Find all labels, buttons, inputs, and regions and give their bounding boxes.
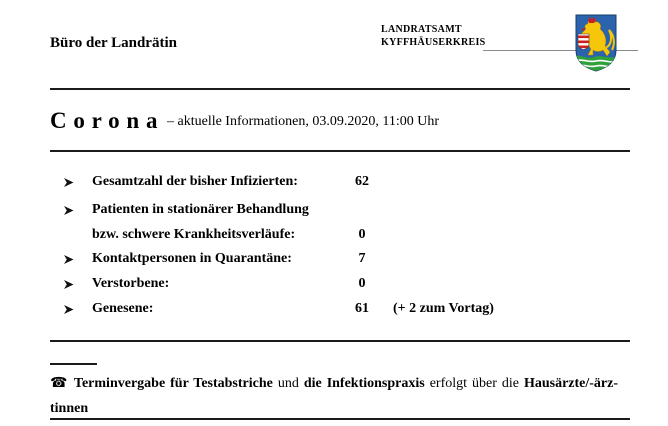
bottom-rule bbox=[50, 418, 630, 420]
stat-note: (+ 2 zum Vortag) bbox=[393, 301, 494, 316]
page-title: C o r o n a bbox=[50, 108, 158, 133]
stat-row-hospital-line2 bbox=[0, 227, 668, 247]
note-seg-bold: Terminvergabe für Testabstriche bbox=[73, 376, 273, 391]
stat-label: Genesene: bbox=[92, 301, 154, 316]
arrow-bullet-icon bbox=[64, 205, 75, 216]
stat-label: Patienten in stationärer Behandlung bbox=[92, 202, 309, 217]
stat-row-quarantine bbox=[0, 251, 668, 271]
title-rule bbox=[50, 150, 630, 152]
stat-label: Kontaktpersonen in Quarantäne: bbox=[92, 251, 292, 266]
org-name bbox=[381, 24, 486, 49]
arrow-bullet-icon bbox=[64, 177, 75, 188]
stat-row-deceased bbox=[0, 276, 668, 296]
stat-label: Verstorbene: bbox=[92, 276, 170, 291]
stat-label: Gesamtzahl der bisher Infizierten: bbox=[92, 174, 298, 189]
coat-of-arms-icon bbox=[574, 14, 618, 72]
org-name-line2: KYFFHÄUSERKREIS bbox=[381, 36, 486, 48]
arrow-bullet-icon bbox=[64, 304, 75, 315]
stat-value: 7 bbox=[358, 251, 366, 266]
stat-row-recovered bbox=[0, 301, 668, 321]
stat-row-hospital bbox=[0, 202, 668, 222]
stat-label-continued: bzw. schwere Krankheitsverläufe: bbox=[92, 227, 296, 242]
header-rule bbox=[50, 88, 630, 90]
appointment-note bbox=[50, 374, 618, 393]
arrow-bullet-icon bbox=[64, 254, 75, 265]
note-seg: und bbox=[277, 376, 299, 391]
appointment-note-line2: tinnen bbox=[50, 401, 89, 416]
stat-value: 0 bbox=[358, 276, 366, 291]
stat-row-infected bbox=[0, 174, 668, 194]
phone-icon: ☎ bbox=[50, 375, 69, 391]
note-seg-bold: Hausärzte/-ärz- bbox=[523, 376, 619, 391]
note-seg-bold: die Infektionspraxis bbox=[303, 376, 425, 391]
org-name-line1: LANDRATSAMT bbox=[381, 24, 462, 35]
page-subtitle: – aktuelle Informationen, 03.09.2020, 11:00 Uhr bbox=[167, 114, 440, 129]
stat-value: 62 bbox=[355, 174, 369, 189]
stat-value: 61 bbox=[355, 301, 369, 316]
stat-value: 0 bbox=[358, 227, 366, 242]
section-rule bbox=[50, 340, 630, 342]
note-seg: erfolgt über die bbox=[429, 376, 519, 391]
footnote-rule bbox=[50, 363, 97, 365]
office-name: Büro der Landrätin bbox=[50, 35, 177, 51]
arrow-bullet-icon bbox=[64, 279, 75, 290]
